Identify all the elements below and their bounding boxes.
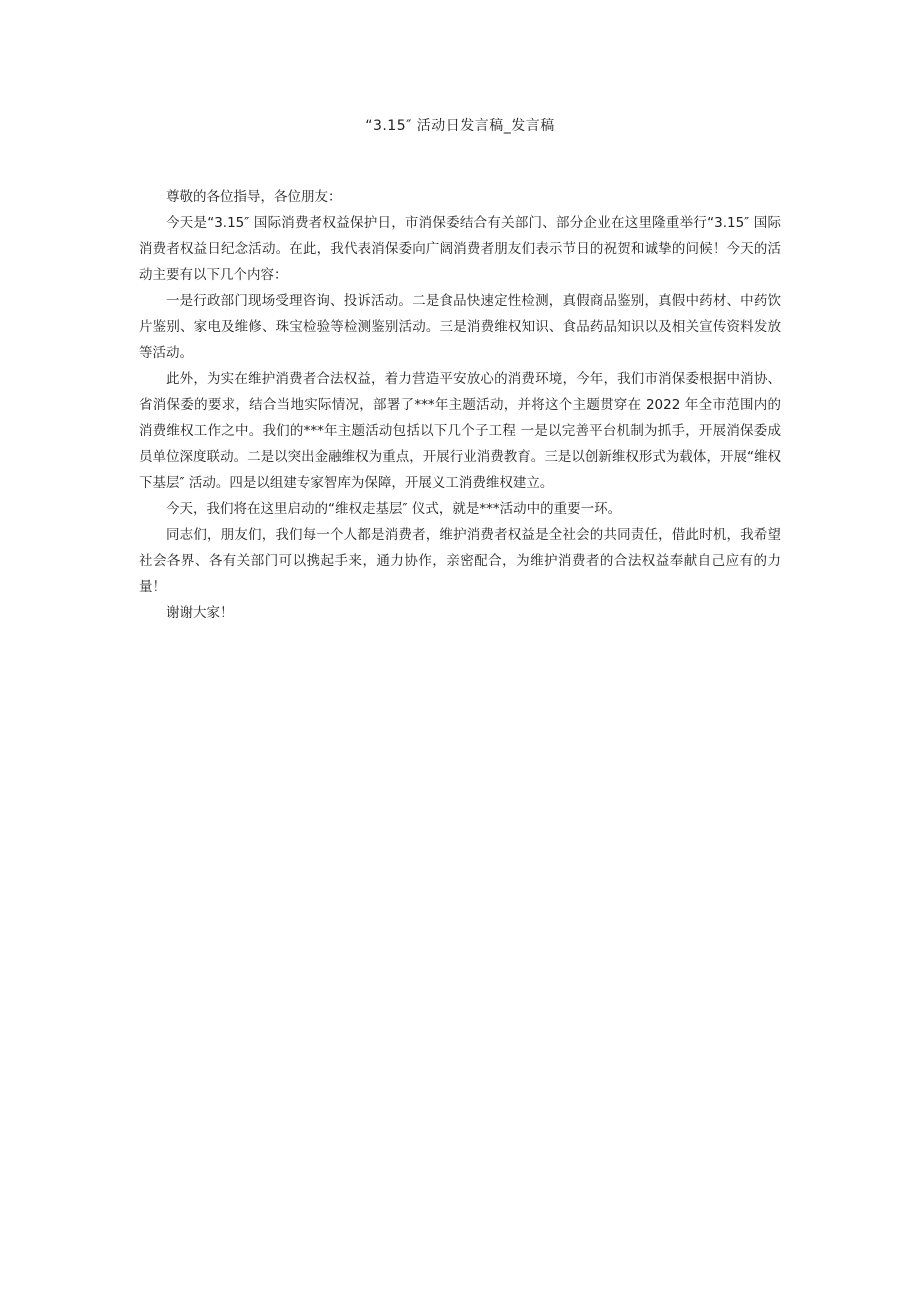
appeal-paragraph: 同志们，朋友们，我们每一个人都是消费者，维护消费者权益是全社会的共同责任，借此时机，我希望社会各界、各有关部门可以携起手来，通力协作，亲密配合，为维护消费者的合法权益奉献自己应有的力量！ [139,527,781,595]
opening-paragraph: 今天是“3.15″ 国际消费者权益保护日，市消保委结合有关部门、部分企业在这里隆重举行“3.15″ 国际消费者权益日纪念活动。在此，我代表消保委向广阔消费者朋友们表示节日的祝贺和诚挚的问候！今天的活动主要有以下几个内容： [139,215,781,283]
salutation-paragraph: 尊敬的各位指导，各位朋友： [166,189,342,205]
document-title: “3.15″ 活动日发言稿_发言稿 [365,118,555,134]
ceremony-paragraph: 今天，我们将在这里启动的“维权走基层″ 仪式，就是***活动中的重要一环。 [166,501,622,517]
document-body [139,184,781,626]
activities-paragraph: 一是行政部门现场受理咨询、投诉活动。二是食品快速定性检测，真假商品鉴别，真假中药材、中药饮片鉴别、家电及维修、珠宝检验等检测鉴别活动。三是消费维权知识、食品药品知识以及相关宣传资料发放等活动。 [139,293,781,361]
theme-paragraph: 此外，为实在维护消费者合法权益，着力营造平安放心的消费环境，今年，我们市消保委根据中消协、省消保委的要求，结合当地实际情况，部署了***年主题活动，并将这个主题贯穿在 2022 年全市范围内的消费维权工作之中。我们的***年主题活动包括以下几个子工程 一是以完善平台机制为抓手，开展消保委成员单位深度联动。二是以突出金融维权为重点，开展行业消费教育。三是以创新维权形式为载体，开展“维权下基层″ 活动。四是以组建专家智库为保障，开展义工消费维权建立。 [139,371,781,491]
closing-paragraph: 谢谢大家！ [166,605,234,621]
